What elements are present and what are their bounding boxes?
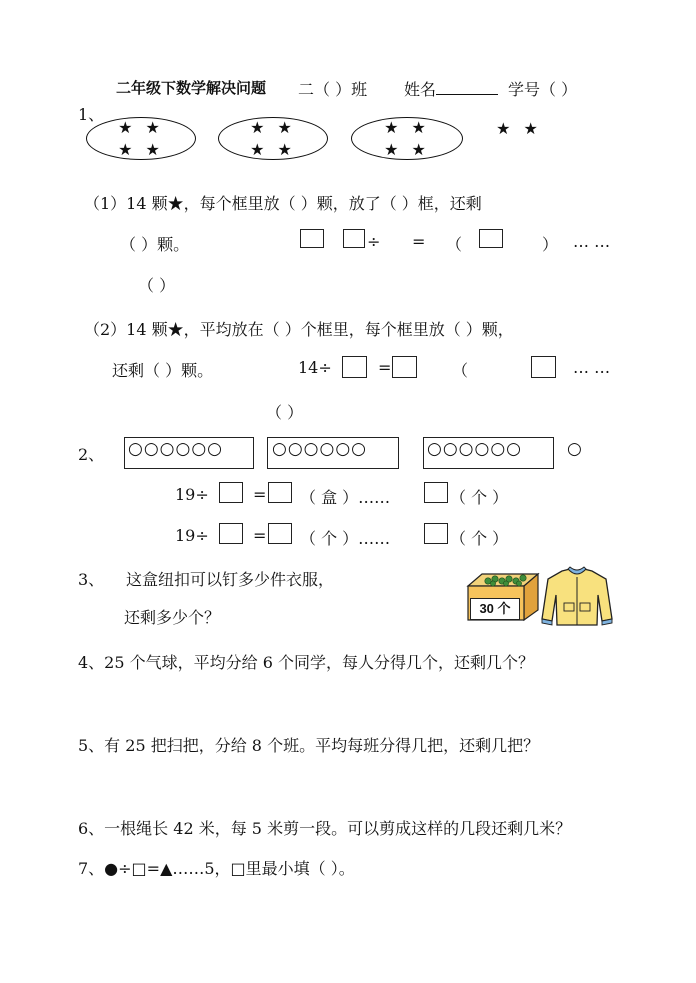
- row2-equals: =: [253, 526, 267, 545]
- name-blank[interactable]: [436, 80, 498, 95]
- answer-box-divisor-2[interactable]: [342, 356, 367, 378]
- left-paren-2: （: [452, 361, 469, 380]
- button-box-label: 30 个: [470, 598, 520, 620]
- q3-line2: 还剩多少个？: [124, 608, 221, 627]
- name-label-text: 姓名: [404, 80, 437, 99]
- jacket-illustration: [540, 565, 614, 627]
- class-label: 二（ ）班: [298, 80, 368, 99]
- q1-part1-line2: （ ）颗。: [120, 235, 190, 254]
- remainder-dots-2: … …: [573, 358, 611, 377]
- star-frame-3-stars: ★ ★ ★ ★: [384, 118, 430, 159]
- page-title: 二年级下数学解决问题: [116, 79, 267, 97]
- row1-box-quotient[interactable]: [268, 482, 292, 503]
- q7-text: 7、●÷□=▲……5，□里最小填（ ）。: [78, 859, 355, 878]
- circle-box-2-circles: ○○○○○○: [272, 439, 368, 459]
- q1-part2-line1: （2）14 颗★，平均放在（ ）个框里，每个框里放（ ）颗，: [84, 320, 514, 339]
- row1-equals: =: [253, 485, 267, 504]
- row2-unit-piece: （ 个 ）……: [300, 529, 391, 548]
- answer-box-remainder-2[interactable]: [531, 356, 556, 378]
- answer-box-dividend[interactable]: [300, 229, 324, 248]
- row1-unit-box: （ 盒 ）……: [300, 488, 391, 507]
- row1-19-divide: 19÷: [175, 485, 209, 504]
- q1-part1-line1: （1）14 颗★，每个框里放（ ）颗，放了（ ）框，还剩: [84, 194, 482, 213]
- single-circle: ○: [567, 439, 583, 459]
- q6-text: 6、一根绳长 42 米，每 5 米剪一段。可以剪成这样的几段还剩几米？: [78, 819, 572, 838]
- remainder-dots: … …: [573, 232, 611, 251]
- row1-unit-piece: （ 个 ）: [450, 488, 509, 507]
- row1-box-divisor[interactable]: [219, 482, 243, 503]
- q1-number: 1、: [78, 105, 105, 124]
- q1-part2-line2: 还剩（ ）颗。: [112, 361, 214, 380]
- star-frame-1-stars: ★ ★ ★ ★: [118, 118, 164, 159]
- divide-sign: ÷: [367, 232, 381, 251]
- star-frame-2-stars: ★ ★ ★ ★: [250, 118, 296, 159]
- loose-stars: ★ ★: [496, 119, 542, 138]
- left-paren: （: [446, 235, 463, 254]
- q3-line1: 这盒纽扣可以钉多少件衣服，: [126, 570, 335, 589]
- row2-19-divide: 19÷: [175, 526, 209, 545]
- equals-sign: =: [412, 232, 426, 251]
- row2-box-divisor[interactable]: [219, 523, 243, 544]
- row2-box-remainder[interactable]: [424, 523, 448, 544]
- right-paren: ）: [542, 235, 559, 254]
- circle-box-1-circles: ○○○○○○: [128, 439, 224, 459]
- row2-box-quotient[interactable]: [268, 523, 292, 544]
- row1-box-remainder[interactable]: [424, 482, 448, 503]
- q1-part1-line3: （ ）: [138, 276, 176, 295]
- answer-box-divisor[interactable]: [343, 229, 365, 248]
- q1-part2-line3: （ ）: [266, 403, 304, 422]
- answer-box-quotient[interactable]: [479, 229, 503, 248]
- name-label: [404, 77, 498, 100]
- circle-box-3-circles: ○○○○○○: [427, 439, 523, 459]
- row2-unit-piece-2: （ 个 ）: [450, 529, 509, 548]
- equals-sign-2: =: [378, 358, 392, 377]
- q3-number: 3、: [78, 570, 105, 589]
- fourteen-divide: 14÷: [298, 358, 332, 377]
- q2-number: 2、: [78, 445, 105, 464]
- q4-text: 4、25 个气球，平均分给 6 个同学，每人分得几个，还剩几个？: [78, 653, 534, 672]
- number-label: 学号（ ）: [508, 80, 578, 99]
- answer-box-quotient-2[interactable]: [392, 356, 417, 378]
- q5-text: 5、有 25 把扫把，分给 8 个班。平均每班分得几把，还剩几把？: [78, 736, 540, 755]
